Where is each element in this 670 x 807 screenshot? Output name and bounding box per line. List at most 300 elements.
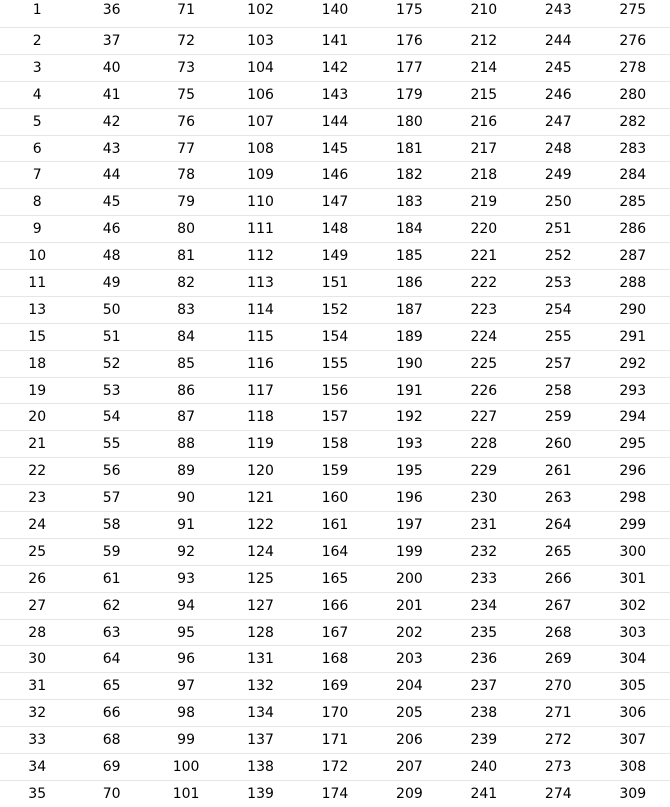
table-cell: 253 xyxy=(521,270,595,297)
table-cell: 83 xyxy=(149,296,223,323)
table-cell: 275 xyxy=(596,0,670,28)
table-cell: 21 xyxy=(0,431,74,458)
table-row xyxy=(0,81,670,108)
table-cell: 70 xyxy=(74,780,148,806)
table-cell: 261 xyxy=(521,458,595,485)
table-cell: 53 xyxy=(74,377,148,404)
table-cell: 68 xyxy=(74,727,148,754)
table-cell: 288 xyxy=(596,270,670,297)
table-row xyxy=(0,727,670,754)
table-cell: 88 xyxy=(149,431,223,458)
table-cell: 160 xyxy=(298,485,372,512)
table-cell: 93 xyxy=(149,565,223,592)
table-cell: 283 xyxy=(596,135,670,162)
table-cell: 33 xyxy=(0,727,74,754)
table-cell: 94 xyxy=(149,592,223,619)
table-cell: 229 xyxy=(447,458,521,485)
table-row xyxy=(0,619,670,646)
table-cell: 48 xyxy=(74,243,148,270)
table-cell: 51 xyxy=(74,323,148,350)
table-cell: 137 xyxy=(223,727,297,754)
table-cell: 31 xyxy=(0,673,74,700)
table-cell: 119 xyxy=(223,431,297,458)
table-cell: 219 xyxy=(447,189,521,216)
table-row xyxy=(0,243,670,270)
table-row xyxy=(0,216,670,243)
table-row xyxy=(0,323,670,350)
table-cell: 103 xyxy=(223,28,297,55)
table-cell: 111 xyxy=(223,216,297,243)
table-cell: 243 xyxy=(521,0,595,28)
table-cell: 235 xyxy=(447,619,521,646)
table-cell: 42 xyxy=(74,108,148,135)
table-cell: 5 xyxy=(0,108,74,135)
table-cell: 282 xyxy=(596,108,670,135)
table-cell: 174 xyxy=(298,780,372,806)
table-cell: 20 xyxy=(0,404,74,431)
table-cell: 182 xyxy=(372,162,446,189)
table-cell: 231 xyxy=(447,512,521,539)
table-cell: 268 xyxy=(521,619,595,646)
table-cell: 3 xyxy=(0,54,74,81)
table-cell: 176 xyxy=(372,28,446,55)
table-cell: 125 xyxy=(223,565,297,592)
table-cell: 161 xyxy=(298,512,372,539)
table-cell: 177 xyxy=(372,54,446,81)
table-cell: 203 xyxy=(372,646,446,673)
table-cell: 109 xyxy=(223,162,297,189)
table-cell: 228 xyxy=(447,431,521,458)
table-cell: 62 xyxy=(74,592,148,619)
table-cell: 99 xyxy=(149,727,223,754)
table-cell: 22 xyxy=(0,458,74,485)
table-cell: 258 xyxy=(521,377,595,404)
table-cell: 269 xyxy=(521,646,595,673)
table-cell: 102 xyxy=(223,0,297,28)
table-cell: 41 xyxy=(74,81,148,108)
table-cell: 308 xyxy=(596,754,670,781)
table-cell: 303 xyxy=(596,619,670,646)
table-cell: 106 xyxy=(223,81,297,108)
table-cell: 169 xyxy=(298,673,372,700)
table-cell: 180 xyxy=(372,108,446,135)
table-cell: 171 xyxy=(298,727,372,754)
table-row xyxy=(0,646,670,673)
table-cell: 141 xyxy=(298,28,372,55)
table-cell: 255 xyxy=(521,323,595,350)
table-cell: 186 xyxy=(372,270,446,297)
table-cell: 280 xyxy=(596,81,670,108)
table-row xyxy=(0,431,670,458)
table-cell: 240 xyxy=(447,754,521,781)
table-cell: 32 xyxy=(0,700,74,727)
table-cell: 217 xyxy=(447,135,521,162)
table-cell: 116 xyxy=(223,350,297,377)
table-cell: 1 xyxy=(0,0,74,28)
table-cell: 156 xyxy=(298,377,372,404)
table-cell: 155 xyxy=(298,350,372,377)
table-cell: 192 xyxy=(372,404,446,431)
table-cell: 164 xyxy=(298,538,372,565)
table-cell: 110 xyxy=(223,189,297,216)
table-cell: 96 xyxy=(149,646,223,673)
table-cell: 270 xyxy=(521,673,595,700)
table-cell: 152 xyxy=(298,296,372,323)
table-cell: 2 xyxy=(0,28,74,55)
table-cell: 232 xyxy=(447,538,521,565)
table-cell: 246 xyxy=(521,81,595,108)
table-cell: 127 xyxy=(223,592,297,619)
table-row xyxy=(0,404,670,431)
table-row xyxy=(0,565,670,592)
table-cell: 292 xyxy=(596,350,670,377)
table-cell: 59 xyxy=(74,538,148,565)
table-cell: 82 xyxy=(149,270,223,297)
table-cell: 260 xyxy=(521,431,595,458)
table-cell: 214 xyxy=(447,54,521,81)
table-cell: 78 xyxy=(149,162,223,189)
table-cell: 251 xyxy=(521,216,595,243)
table-cell: 195 xyxy=(372,458,446,485)
table-row xyxy=(0,780,670,806)
table-cell: 238 xyxy=(447,700,521,727)
table-cell: 274 xyxy=(521,780,595,806)
table-cell: 11 xyxy=(0,270,74,297)
table-cell: 45 xyxy=(74,189,148,216)
table-cell: 209 xyxy=(372,780,446,806)
table-row xyxy=(0,458,670,485)
table-cell: 199 xyxy=(372,538,446,565)
table-cell: 69 xyxy=(74,754,148,781)
table-cell: 298 xyxy=(596,485,670,512)
table-cell: 121 xyxy=(223,485,297,512)
table-row xyxy=(0,700,670,727)
table-cell: 149 xyxy=(298,243,372,270)
table-cell: 278 xyxy=(596,54,670,81)
table-cell: 233 xyxy=(447,565,521,592)
table-cell: 154 xyxy=(298,323,372,350)
table-cell: 252 xyxy=(521,243,595,270)
table-row xyxy=(0,592,670,619)
table-cell: 276 xyxy=(596,28,670,55)
table-row xyxy=(0,28,670,55)
table-cell: 254 xyxy=(521,296,595,323)
table-cell: 175 xyxy=(372,0,446,28)
table-cell: 91 xyxy=(149,512,223,539)
table-cell: 250 xyxy=(521,189,595,216)
table-cell: 90 xyxy=(149,485,223,512)
table-cell: 65 xyxy=(74,673,148,700)
table-cell: 193 xyxy=(372,431,446,458)
table-cell: 227 xyxy=(447,404,521,431)
table-cell: 185 xyxy=(372,243,446,270)
table-cell: 64 xyxy=(74,646,148,673)
table-cell: 295 xyxy=(596,431,670,458)
table-row xyxy=(0,673,670,700)
table-cell: 84 xyxy=(149,323,223,350)
table-cell: 223 xyxy=(447,296,521,323)
table-cell: 304 xyxy=(596,646,670,673)
table-cell: 35 xyxy=(0,780,74,806)
table-cell: 23 xyxy=(0,485,74,512)
table-cell: 73 xyxy=(149,54,223,81)
table-cell: 46 xyxy=(74,216,148,243)
table-cell: 225 xyxy=(447,350,521,377)
table-cell: 49 xyxy=(74,270,148,297)
table-row xyxy=(0,0,670,28)
table-cell: 299 xyxy=(596,512,670,539)
table-cell: 196 xyxy=(372,485,446,512)
table-cell: 132 xyxy=(223,673,297,700)
table-cell: 18 xyxy=(0,350,74,377)
table-row xyxy=(0,54,670,81)
table-cell: 284 xyxy=(596,162,670,189)
table-cell: 13 xyxy=(0,296,74,323)
table-cell: 100 xyxy=(149,754,223,781)
table-cell: 89 xyxy=(149,458,223,485)
table-cell: 77 xyxy=(149,135,223,162)
table-cell: 271 xyxy=(521,700,595,727)
table-cell: 183 xyxy=(372,189,446,216)
table-cell: 124 xyxy=(223,538,297,565)
table-cell: 272 xyxy=(521,727,595,754)
table-cell: 55 xyxy=(74,431,148,458)
table-cell: 131 xyxy=(223,646,297,673)
table-cell: 221 xyxy=(447,243,521,270)
table-cell: 202 xyxy=(372,619,446,646)
table-cell: 210 xyxy=(447,0,521,28)
table-cell: 34 xyxy=(0,754,74,781)
table-cell: 142 xyxy=(298,54,372,81)
table-cell: 9 xyxy=(0,216,74,243)
table-cell: 206 xyxy=(372,727,446,754)
table-cell: 145 xyxy=(298,135,372,162)
table-cell: 114 xyxy=(223,296,297,323)
table-cell: 215 xyxy=(447,81,521,108)
table-cell: 104 xyxy=(223,54,297,81)
table-row xyxy=(0,512,670,539)
table-cell: 57 xyxy=(74,485,148,512)
table-cell: 239 xyxy=(447,727,521,754)
table-cell: 76 xyxy=(149,108,223,135)
table-cell: 58 xyxy=(74,512,148,539)
table-cell: 168 xyxy=(298,646,372,673)
table-cell: 226 xyxy=(447,377,521,404)
table-cell: 305 xyxy=(596,673,670,700)
table-cell: 80 xyxy=(149,216,223,243)
table-cell: 6 xyxy=(0,135,74,162)
table-cell: 212 xyxy=(447,28,521,55)
table-cell: 43 xyxy=(74,135,148,162)
table-cell: 10 xyxy=(0,243,74,270)
table-cell: 25 xyxy=(0,538,74,565)
table-cell: 189 xyxy=(372,323,446,350)
table-cell: 158 xyxy=(298,431,372,458)
table-cell: 54 xyxy=(74,404,148,431)
table-cell: 85 xyxy=(149,350,223,377)
table-cell: 245 xyxy=(521,54,595,81)
table-cell: 115 xyxy=(223,323,297,350)
table-cell: 291 xyxy=(596,323,670,350)
table-cell: 302 xyxy=(596,592,670,619)
table-row xyxy=(0,296,670,323)
table-cell: 259 xyxy=(521,404,595,431)
table-row xyxy=(0,377,670,404)
table-cell: 8 xyxy=(0,189,74,216)
table-cell: 224 xyxy=(447,323,521,350)
table-cell: 218 xyxy=(447,162,521,189)
table-cell: 36 xyxy=(74,0,148,28)
table-cell: 4 xyxy=(0,81,74,108)
table-cell: 306 xyxy=(596,700,670,727)
table-cell: 181 xyxy=(372,135,446,162)
table-cell: 222 xyxy=(447,270,521,297)
table-cell: 117 xyxy=(223,377,297,404)
table-cell: 265 xyxy=(521,538,595,565)
table-cell: 220 xyxy=(447,216,521,243)
table-cell: 71 xyxy=(149,0,223,28)
table-cell: 144 xyxy=(298,108,372,135)
table-cell: 157 xyxy=(298,404,372,431)
table-row xyxy=(0,270,670,297)
table-cell: 37 xyxy=(74,28,148,55)
table-row xyxy=(0,108,670,135)
table-cell: 300 xyxy=(596,538,670,565)
table-row xyxy=(0,485,670,512)
table-cell: 75 xyxy=(149,81,223,108)
table-cell: 197 xyxy=(372,512,446,539)
table-cell: 187 xyxy=(372,296,446,323)
table-cell: 107 xyxy=(223,108,297,135)
table-cell: 230 xyxy=(447,485,521,512)
table-cell: 50 xyxy=(74,296,148,323)
table-cell: 147 xyxy=(298,189,372,216)
table-cell: 159 xyxy=(298,458,372,485)
table-row xyxy=(0,189,670,216)
table-cell: 63 xyxy=(74,619,148,646)
table-cell: 207 xyxy=(372,754,446,781)
table-cell: 15 xyxy=(0,323,74,350)
table-cell: 263 xyxy=(521,485,595,512)
table-cell: 200 xyxy=(372,565,446,592)
table-cell: 247 xyxy=(521,108,595,135)
table-cell: 27 xyxy=(0,592,74,619)
table-cell: 216 xyxy=(447,108,521,135)
table-cell: 301 xyxy=(596,565,670,592)
table-cell: 264 xyxy=(521,512,595,539)
table-row xyxy=(0,754,670,781)
table-cell: 249 xyxy=(521,162,595,189)
table-cell: 267 xyxy=(521,592,595,619)
table-cell: 101 xyxy=(149,780,223,806)
table-cell: 234 xyxy=(447,592,521,619)
table-cell: 113 xyxy=(223,270,297,297)
table-cell: 179 xyxy=(372,81,446,108)
table-cell: 52 xyxy=(74,350,148,377)
table-row xyxy=(0,135,670,162)
table-cell: 309 xyxy=(596,780,670,806)
table-cell: 112 xyxy=(223,243,297,270)
table-cell: 139 xyxy=(223,780,297,806)
table-cell: 244 xyxy=(521,28,595,55)
table-cell: 79 xyxy=(149,189,223,216)
table-cell: 95 xyxy=(149,619,223,646)
table-cell: 87 xyxy=(149,404,223,431)
table-cell: 294 xyxy=(596,404,670,431)
table-cell: 122 xyxy=(223,512,297,539)
table-cell: 172 xyxy=(298,754,372,781)
table-cell: 140 xyxy=(298,0,372,28)
table-cell: 143 xyxy=(298,81,372,108)
table-cell: 293 xyxy=(596,377,670,404)
table-cell: 184 xyxy=(372,216,446,243)
table-cell: 257 xyxy=(521,350,595,377)
table-cell: 166 xyxy=(298,592,372,619)
table-cell: 26 xyxy=(0,565,74,592)
table-cell: 72 xyxy=(149,28,223,55)
table-cell: 138 xyxy=(223,754,297,781)
table-cell: 286 xyxy=(596,216,670,243)
table-cell: 97 xyxy=(149,673,223,700)
table-cell: 44 xyxy=(74,162,148,189)
table-cell: 151 xyxy=(298,270,372,297)
table-cell: 237 xyxy=(447,673,521,700)
table-cell: 56 xyxy=(74,458,148,485)
table-cell: 204 xyxy=(372,673,446,700)
table-cell: 307 xyxy=(596,727,670,754)
table-cell: 118 xyxy=(223,404,297,431)
table-cell: 146 xyxy=(298,162,372,189)
table-cell: 273 xyxy=(521,754,595,781)
table-cell: 266 xyxy=(521,565,595,592)
table-cell: 290 xyxy=(596,296,670,323)
table-cell: 40 xyxy=(74,54,148,81)
table-cell: 296 xyxy=(596,458,670,485)
table-cell: 190 xyxy=(372,350,446,377)
table-cell: 108 xyxy=(223,135,297,162)
table-cell: 285 xyxy=(596,189,670,216)
table-cell: 86 xyxy=(149,377,223,404)
table-cell: 7 xyxy=(0,162,74,189)
table-cell: 19 xyxy=(0,377,74,404)
table-cell: 30 xyxy=(0,646,74,673)
table-cell: 191 xyxy=(372,377,446,404)
table-cell: 248 xyxy=(521,135,595,162)
table-cell: 170 xyxy=(298,700,372,727)
table-cell: 201 xyxy=(372,592,446,619)
table-cell: 128 xyxy=(223,619,297,646)
table-cell: 81 xyxy=(149,243,223,270)
table-row xyxy=(0,162,670,189)
table-cell: 287 xyxy=(596,243,670,270)
table-cell: 28 xyxy=(0,619,74,646)
table-cell: 236 xyxy=(447,646,521,673)
table-cell: 66 xyxy=(74,700,148,727)
table-cell: 167 xyxy=(298,619,372,646)
table-cell: 165 xyxy=(298,565,372,592)
table-row xyxy=(0,538,670,565)
table-row xyxy=(0,350,670,377)
table-cell: 92 xyxy=(149,538,223,565)
table-cell: 148 xyxy=(298,216,372,243)
table-cell: 134 xyxy=(223,700,297,727)
table-cell: 61 xyxy=(74,565,148,592)
table-cell: 241 xyxy=(447,780,521,806)
table-cell: 98 xyxy=(149,700,223,727)
table-cell: 24 xyxy=(0,512,74,539)
table-cell: 120 xyxy=(223,458,297,485)
table-cell: 205 xyxy=(372,700,446,727)
